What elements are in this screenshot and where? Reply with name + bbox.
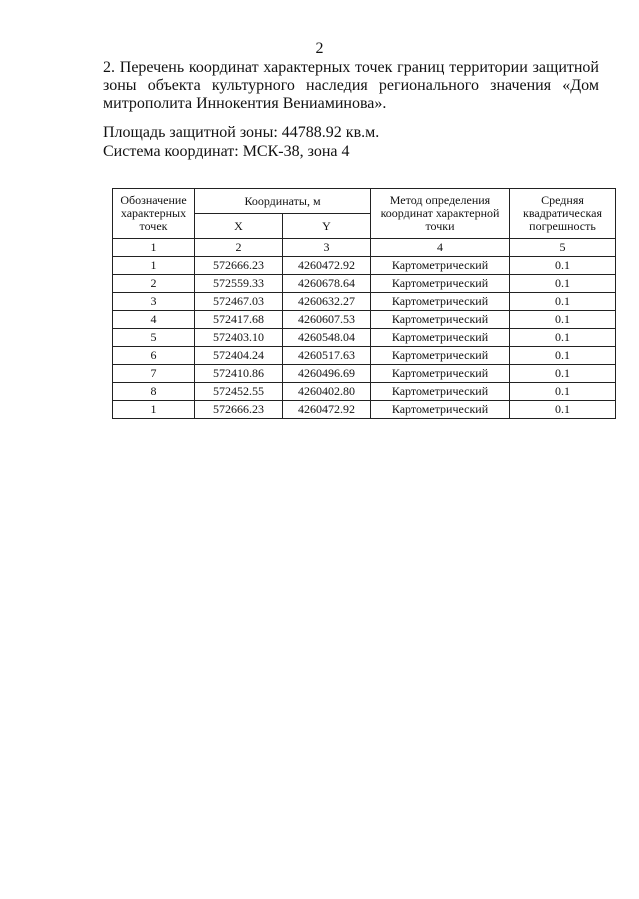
cell-error: 0.1	[510, 329, 616, 347]
column-number: 4	[371, 239, 510, 257]
cell-y: 4260607.53	[283, 311, 371, 329]
cell-method: Картометрический	[371, 257, 510, 275]
cell-y: 4260678.64	[283, 275, 371, 293]
cell-y: 4260548.04	[283, 329, 371, 347]
header-y: Y	[283, 214, 371, 239]
cell-x: 572417.68	[195, 311, 283, 329]
coordinates-table	[112, 188, 616, 419]
cell-point: 5	[113, 329, 195, 347]
cell-x: 572410.86	[195, 365, 283, 383]
column-number: 5	[510, 239, 616, 257]
cell-method: Картометрический	[371, 311, 510, 329]
section-title: 2. Перечень координат характерных точек границ территории защитной зоны объекта культурного наследия регионального значения «Дом митрополита Иннокентия Вениаминова».	[103, 59, 599, 112]
cell-method: Картометрический	[371, 383, 510, 401]
cell-y: 4260472.92	[283, 401, 371, 419]
cell-method: Картометрический	[371, 347, 510, 365]
cell-x: 572666.23	[195, 401, 283, 419]
table-row	[113, 365, 616, 383]
cell-error: 0.1	[510, 347, 616, 365]
table-row	[113, 293, 616, 311]
cell-x: 572467.03	[195, 293, 283, 311]
cell-point: 7	[113, 365, 195, 383]
cell-y: 4260472.92	[283, 257, 371, 275]
table-row	[113, 311, 616, 329]
cell-method: Картометрический	[371, 293, 510, 311]
cell-error: 0.1	[510, 365, 616, 383]
cell-y: 4260517.63	[283, 347, 371, 365]
header-error: Средняя квадратическая погрешность	[510, 189, 616, 239]
column-number: 1	[113, 239, 195, 257]
cell-x: 572666.23	[195, 257, 283, 275]
cell-y: 4260496.69	[283, 365, 371, 383]
cell-x: 572403.10	[195, 329, 283, 347]
table-row	[113, 257, 616, 275]
header-method: Метод определения координат характерной точки	[371, 189, 510, 239]
cell-error: 0.1	[510, 311, 616, 329]
cell-point: 3	[113, 293, 195, 311]
column-numbers-row	[113, 239, 616, 257]
cell-error: 0.1	[510, 293, 616, 311]
cell-point: 1	[113, 401, 195, 419]
cell-error: 0.1	[510, 275, 616, 293]
cell-point: 6	[113, 347, 195, 365]
cell-error: 0.1	[510, 401, 616, 419]
header-coords: Координаты, м	[195, 189, 371, 214]
page-number: 2	[315, 40, 324, 57]
header-point: Обозначение характерных точек	[113, 189, 195, 239]
coordinate-system-text: Система координат: МСК-38, зона 4	[103, 143, 350, 160]
column-number: 3	[283, 239, 371, 257]
table-row	[113, 347, 616, 365]
header-x: X	[195, 214, 283, 239]
cell-point: 1	[113, 257, 195, 275]
cell-error: 0.1	[510, 257, 616, 275]
cell-error: 0.1	[510, 383, 616, 401]
cell-method: Картометрический	[371, 365, 510, 383]
cell-x: 572559.33	[195, 275, 283, 293]
table-header-row	[113, 189, 616, 214]
cell-method: Картометрический	[371, 275, 510, 293]
cell-point: 2	[113, 275, 195, 293]
cell-y: 4260402.80	[283, 383, 371, 401]
cell-x: 572452.55	[195, 383, 283, 401]
column-number: 2	[195, 239, 283, 257]
table-row	[113, 275, 616, 293]
cell-x: 572404.24	[195, 347, 283, 365]
cell-y: 4260632.27	[283, 293, 371, 311]
cell-method: Картометрический	[371, 329, 510, 347]
cell-point: 4	[113, 311, 195, 329]
zone-area-text: Площадь защитной зоны: 44788.92 кв.м.	[103, 124, 380, 141]
table-row	[113, 401, 616, 419]
table-row	[113, 383, 616, 401]
cell-point: 8	[113, 383, 195, 401]
cell-method: Картометрический	[371, 401, 510, 419]
table-row	[113, 329, 616, 347]
